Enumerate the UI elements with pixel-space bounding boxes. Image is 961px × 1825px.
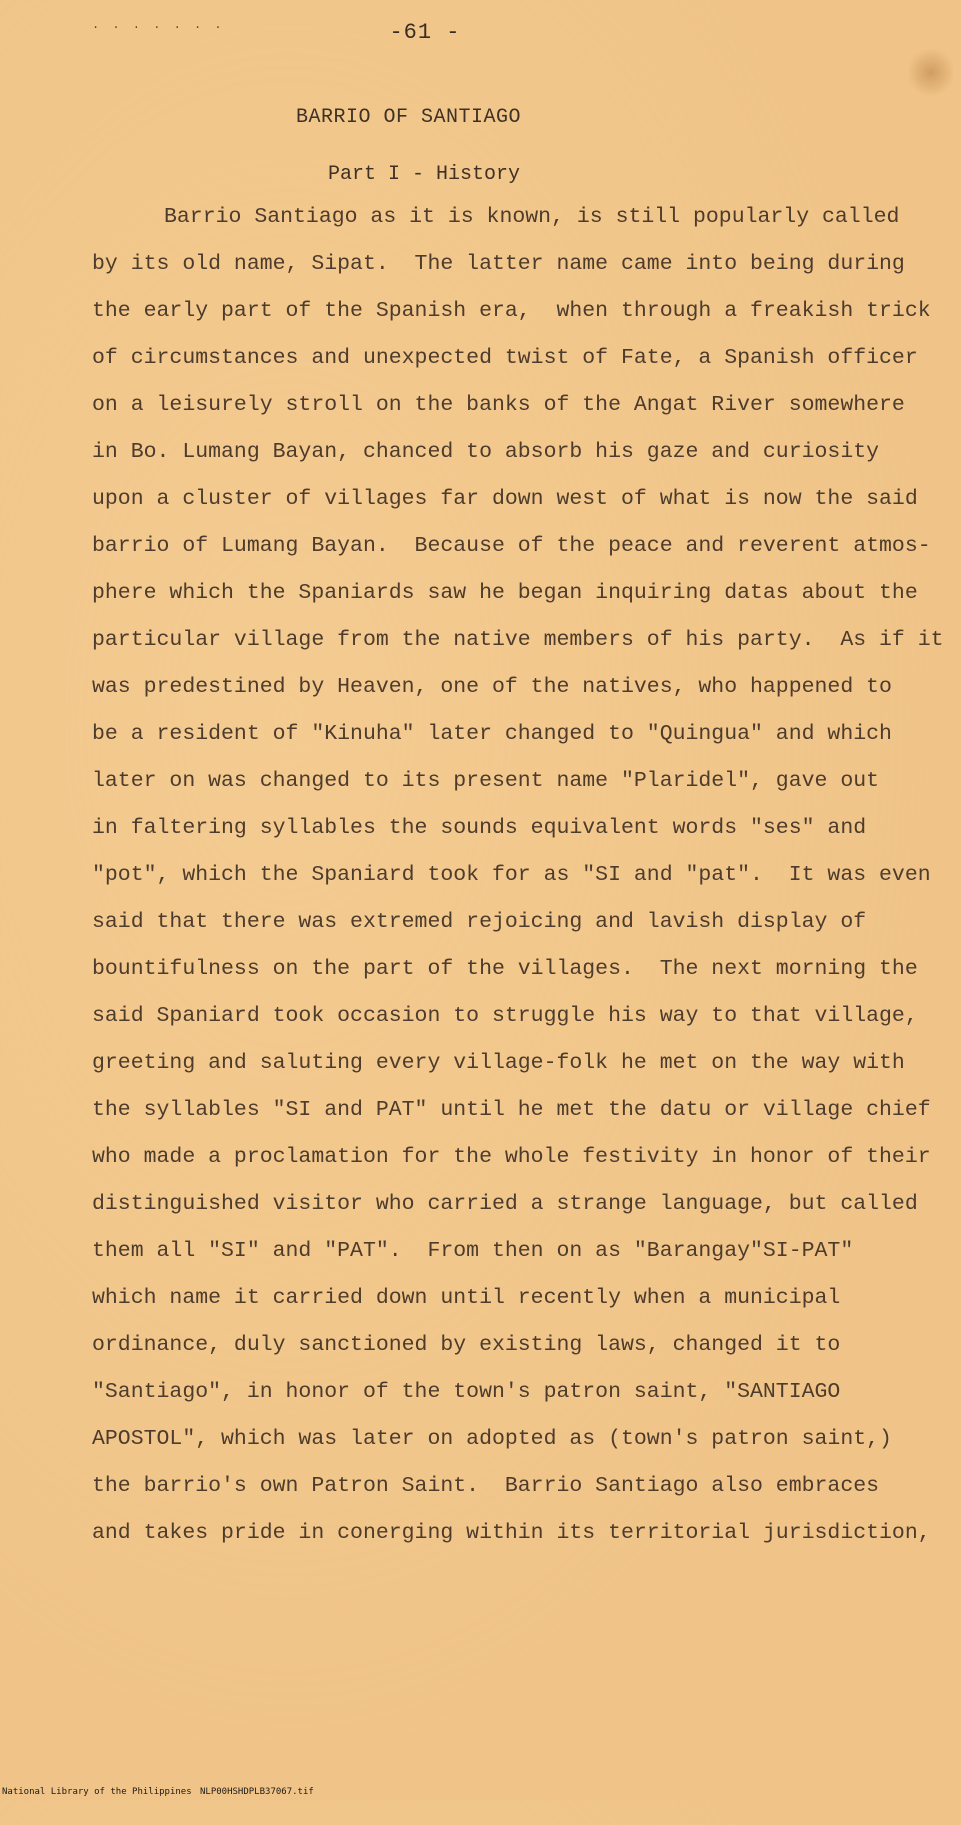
body-line-4: of circumstances and unexpected twist of Fate, a Spanish officer (92, 346, 918, 370)
body-line-6: in Bo. Lumang Bayan, chanced to absorb his gaze and curiosity (92, 440, 880, 464)
paper-stain (909, 45, 953, 100)
body-line-7: upon a cluster of villages far down west of what is now the said (92, 487, 918, 511)
body-line-26: "Santiago", in honor of the town's patron saint, "SANTIAGO (92, 1380, 841, 1404)
body-line-17: bountifulness on the part of the villages. The next morning the (92, 957, 918, 981)
body-line-29: and takes pride in conerging within its territorial jurisdiction, (92, 1521, 931, 1545)
body-line-22: distinguished visitor who carried a strange language, but called (92, 1192, 918, 1216)
body-line-5: on a leisurely stroll on the banks of the Angat River somewhere (92, 393, 905, 417)
body-line-12: be a resident of "Kinuha" later changed to "Quingua" and which (92, 722, 892, 746)
body-line-10: particular village from the native members of his party. As if it (92, 628, 944, 652)
document-title: BARRIO OF SANTIAGO (296, 106, 522, 129)
body-line-13: later on was changed to its present name "Plaridel", gave out (92, 769, 880, 793)
body-line-21: who made a proclamation for the whole festivity in honor of their (92, 1145, 931, 1169)
body-line-8: barrio of Lumang Bayan. Because of the peace and reverent atmos- (92, 534, 931, 558)
footer-filename: NLP00HSHDPLB37067.tif (200, 1787, 314, 1797)
scan-footer (0, 1785, 961, 1800)
body-line-19: greeting and saluting every village-folk he met on the way with (92, 1051, 905, 1075)
corner-marks: . . . . . . . (92, 18, 225, 32)
body-line-3: the early part of the Spanish era, when through a freakish trick (92, 299, 931, 323)
body-line-20: the syllables "SI and PAT" until he met the datu or village chief (92, 1098, 931, 1122)
body-line-24: which name it carried down until recently when a municipal (92, 1286, 841, 1310)
body-line-2: by its old name, Sipat. The latter name came into being during (92, 252, 905, 276)
footer-library: National Library of the Philippines (2, 1787, 192, 1797)
section-subtitle: Part I - History (328, 163, 521, 186)
body-line-1: Barrio Santiago as it is known, is still popularly called (164, 205, 900, 229)
body-line-18: said Spaniard took occasion to struggle his way to that village, (92, 1004, 918, 1028)
body-line-23: them all "SI" and "PAT". From then on as "Barangay"SI-PAT" (92, 1239, 854, 1263)
body-line-27: APOSTOL", which was later on adopted as (town's patron saint,) (92, 1427, 892, 1451)
body-line-15: "pot", which the Spaniard took for as "SI and "pat". It was even (92, 863, 931, 887)
page-number: -61 - (389, 20, 461, 45)
body-line-25: ordinance, duly sanctioned by existing laws, changed it to (92, 1333, 841, 1357)
body-line-9: phere which the Spaniards saw he began inquiring datas about the (92, 581, 918, 605)
body-line-28: the barrio's own Patron Saint. Barrio Santiago also embraces (92, 1474, 880, 1498)
body-line-11: was predestined by Heaven, one of the natives, who happened to (92, 675, 892, 699)
body-line-16: said that there was extremed rejoicing and lavish display of (92, 910, 867, 934)
body-line-14: in faltering syllables the sounds equivalent words "ses" and (92, 816, 867, 840)
